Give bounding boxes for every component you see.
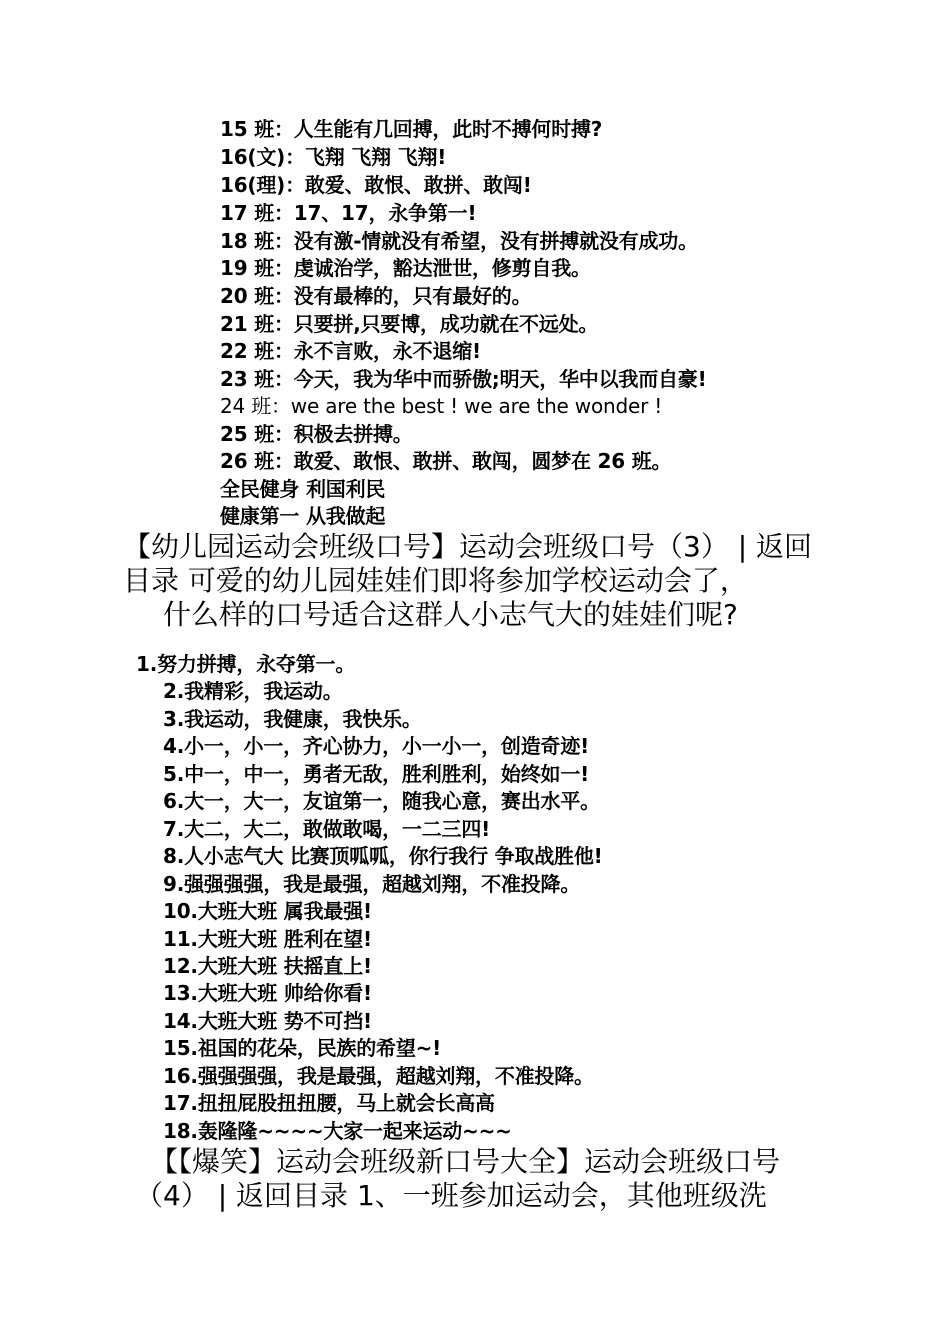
slogan-line: 13.大班大班 帅给你看! — [163, 981, 372, 1005]
slogan-line: 2.我精彩，我运动。 — [163, 679, 343, 703]
slogan-line: 12.大班大班 扶摇直上! — [163, 954, 372, 978]
slogan-line: 15 班：人生能有几回搏，此时不搏何时搏? — [220, 117, 603, 141]
slogan-line: 14.大班大班 势不可挡! — [163, 1009, 372, 1033]
slogan-line: 8.人小志气大 比赛顶呱呱，你行我行 争取战胜他! — [163, 844, 603, 868]
slogan-line: 1.努力拼搏，永夺第一。 — [136, 652, 356, 676]
slogan-line: 20 班：没有最棒的，只有最好的。 — [220, 284, 532, 308]
slogan-line: 22 班：永不言败，永不退缩! — [220, 339, 481, 363]
slogan-line: 19 班：虔诚治学，豁达泄世，修剪自我。 — [220, 256, 591, 280]
heading-line: （4） | 返回目录 1、一班参加运动会，其他班级洗 — [135, 1179, 767, 1212]
slogan-line: 18.轰隆隆~~~~大家一起来运动~~~ — [163, 1119, 512, 1143]
slogan-line: 18 班：没有激-情就没有希望，没有拼搏就没有成功。 — [220, 229, 698, 253]
slogan-line: 7.大二，大二，敢做敢喝，一二三四! — [163, 817, 491, 841]
slogan-line: 5.中一，中一，勇者无敌，胜利胜利，始终如一! — [163, 762, 590, 786]
slogan-line: 16.强强强强，我是最强，超越刘翔，不准投降。 — [163, 1064, 594, 1088]
slogan-line: 17 班：17、17，永争第一! — [220, 201, 477, 225]
slogan-line: 17.扭扭屁股扭扭腰，马上就会长高高 — [163, 1091, 495, 1115]
slogan-line: 11.大班大班 胜利在望! — [163, 927, 372, 951]
slogan-line: 全民健身 利国利民 — [220, 477, 386, 501]
heading-line: 【【爆笑】运动会班级新口号大全】运动会班级口号 — [150, 1145, 781, 1178]
slogan-line: 23 班：今天，我为华中而骄傲;明天，华中以我而自豪! — [220, 367, 707, 391]
slogan-line: 16(文)：飞翔 飞翔 飞翔! — [220, 145, 447, 169]
slogan-line: 15.祖国的花朵，民族的希望~! — [163, 1036, 442, 1060]
slogan-line: 6.大一，大一，友谊第一，随我心意，赛出水平。 — [163, 789, 600, 813]
heading-line: 目录 可爱的幼儿园娃娃们即将参加学校运动会了， — [123, 564, 748, 597]
slogan-line: 3.我运动，我健康，我快乐。 — [163, 707, 422, 731]
slogan-line: 26 班：敢爱、敢恨、敢拼、敢闯，圆梦在 26 班。 — [220, 449, 672, 473]
heading-line: 【幼儿园运动会班级口号】运动会班级口号（3） | 返回 — [123, 530, 813, 563]
slogan-line: 健康第一 从我做起 — [220, 504, 386, 528]
slogan-line: 21 班：只要拼,只要博，成功就在不远处。 — [220, 312, 599, 336]
slogan-line: 25 班：积极去拼搏。 — [220, 422, 413, 446]
slogan-line: 10.大班大班 属我最强! — [163, 899, 372, 923]
slogan-line: 24 班：we are the best ! we are the wonder ! — [220, 394, 663, 418]
heading-line: 什么样的口号适合这群人小志气大的娃娃们呢? — [163, 598, 738, 631]
slogan-line: 16(理)：敢爱、敢恨、敢拼、敢闯! — [220, 173, 532, 197]
slogan-line: 9.强强强强，我是最强，超越刘翔，不准投降。 — [163, 872, 581, 896]
slogan-line: 4.小一，小一，齐心协力，小一小一，创造奇迹! — [163, 734, 590, 758]
